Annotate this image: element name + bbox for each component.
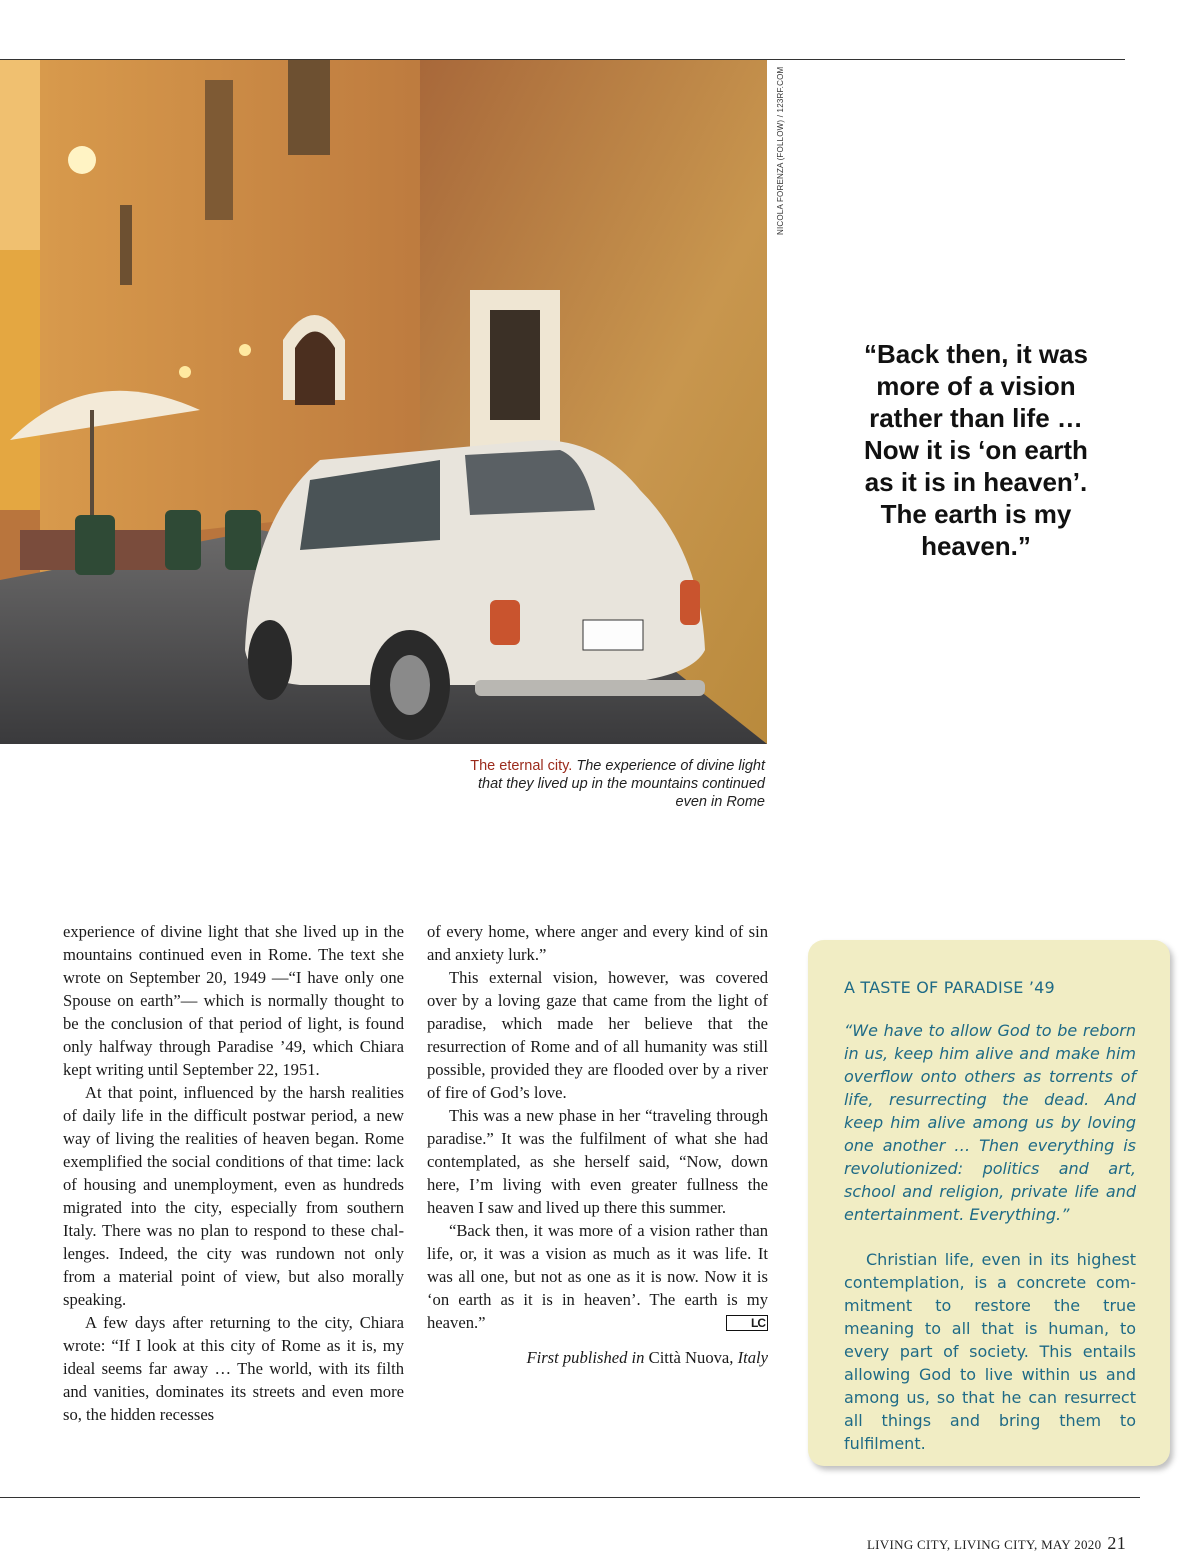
- page-number: 21: [1107, 1533, 1126, 1553]
- paragraph: This external vision, however, was covered over by a loving gaze that came from the light of paradise, which made her believe that the resurrection of Rome and of all humanity was still possible, provided they are flooded over by a river of fire of God’s love.: [427, 968, 768, 1102]
- sidebar-title: A TASTE OF PARADISE ’49: [844, 978, 1055, 997]
- caption-heading: The eternal city.: [470, 758, 573, 774]
- paragraph: At that point, influenced by the harsh realities of daily life in the difficult postwar period, a new way of living the realities of heaven began. Rome exemplified the social conditions of that time: lack of housing and unemployment, even as hundreds migrated into the city, especially from southern Italy. There was no plan to respond to these challenges. Indeed, the city was rundown not only from a material point of view, but also morally speaking.: [63, 1083, 404, 1309]
- paragraph: of every home, where anger and every kind of sin and anxiety lurk.”: [427, 922, 768, 964]
- paragraph: A few days after returning to the city, Chiara wrote: “If I look at this city of Rome as it is, my ideal seems far away … The world, with its filth and vanities, dominates its streets and even more so, the hidden recesses: [63, 1313, 404, 1424]
- paragraph: This was a new phase in her “traveling through paradise.” It was the fulfilment of what she had contemplated, as she herself said, “Now, down here, I’m living with even greater fullness the heaven I saw and lived up there this summer.: [427, 1106, 768, 1217]
- sidebar-quote: “We have to allow God to be reborn in us, keep him alive and make him overflow onto others as torrents of life, resurrecting the dead. And keep him alive among us by loving one another … Then everything is revolutionized: politics and art, school and religion, private life and entertainment. Everything.”: [844, 1021, 1136, 1224]
- paragraph: experience of divine light that she lived up in the mountains continued even in Rome. The text she wrote on September 20, 1949 —“I have only one Spouse on earth”— which is normally thought to be the conclusion of that period of light, is found only halfway through Paradise ’49, which Chiara kept writing until September 22, 1951.: [63, 922, 404, 1079]
- bottom-rule: [0, 1497, 1140, 1498]
- first-published-suffix: , Italy: [729, 1348, 768, 1367]
- first-published-note: [427, 1346, 768, 1369]
- article-column-2: [427, 920, 768, 1369]
- rome-street-photo: [0, 60, 767, 744]
- sidebar-box: [808, 940, 1170, 1466]
- photo-caption: [470, 757, 765, 811]
- caption-text: The experience of divine light that they lived up in the mountains continued even in Rome: [478, 758, 765, 810]
- running-head: LIVING CITY, LIVING CITY, MAY 2020: [866, 1537, 1102, 1552]
- sidebar-body: Christian life, even in its highest contemplation, is a concrete commitment to restore the true meaning to all that is human, to every part of society. This entails allowing God to live within us and among us, so that he can resurrect all things and bring them to fulfilment.: [844, 1250, 1136, 1453]
- final-paragraph-text: “Back then, it was more of a vision rather than life, or, it was a vision as much as it was life. It was all one, but not as one as it is now. Now it is ‘on earth as it is in heaven’. The earth is my heaven.”: [427, 1221, 768, 1332]
- photo-credit: NICOLA FORENZA (FOLLOW) / 123RF.COM: [776, 66, 785, 235]
- photo-illustration: [0, 60, 767, 744]
- paragraph-final: [427, 1219, 768, 1334]
- article-column-1: [63, 920, 404, 1426]
- pull-quote: “Back then, it was more of a vision rather than life … Now it is ‘on earth as it is in heaven’. The earth is my heaven.”: [864, 339, 1088, 561]
- publication-name: Città Nuova: [648, 1348, 730, 1367]
- first-published-prefix: First published in: [526, 1348, 645, 1367]
- page-footer: [867, 1533, 1126, 1554]
- living-city-end-mark: LC: [726, 1315, 768, 1331]
